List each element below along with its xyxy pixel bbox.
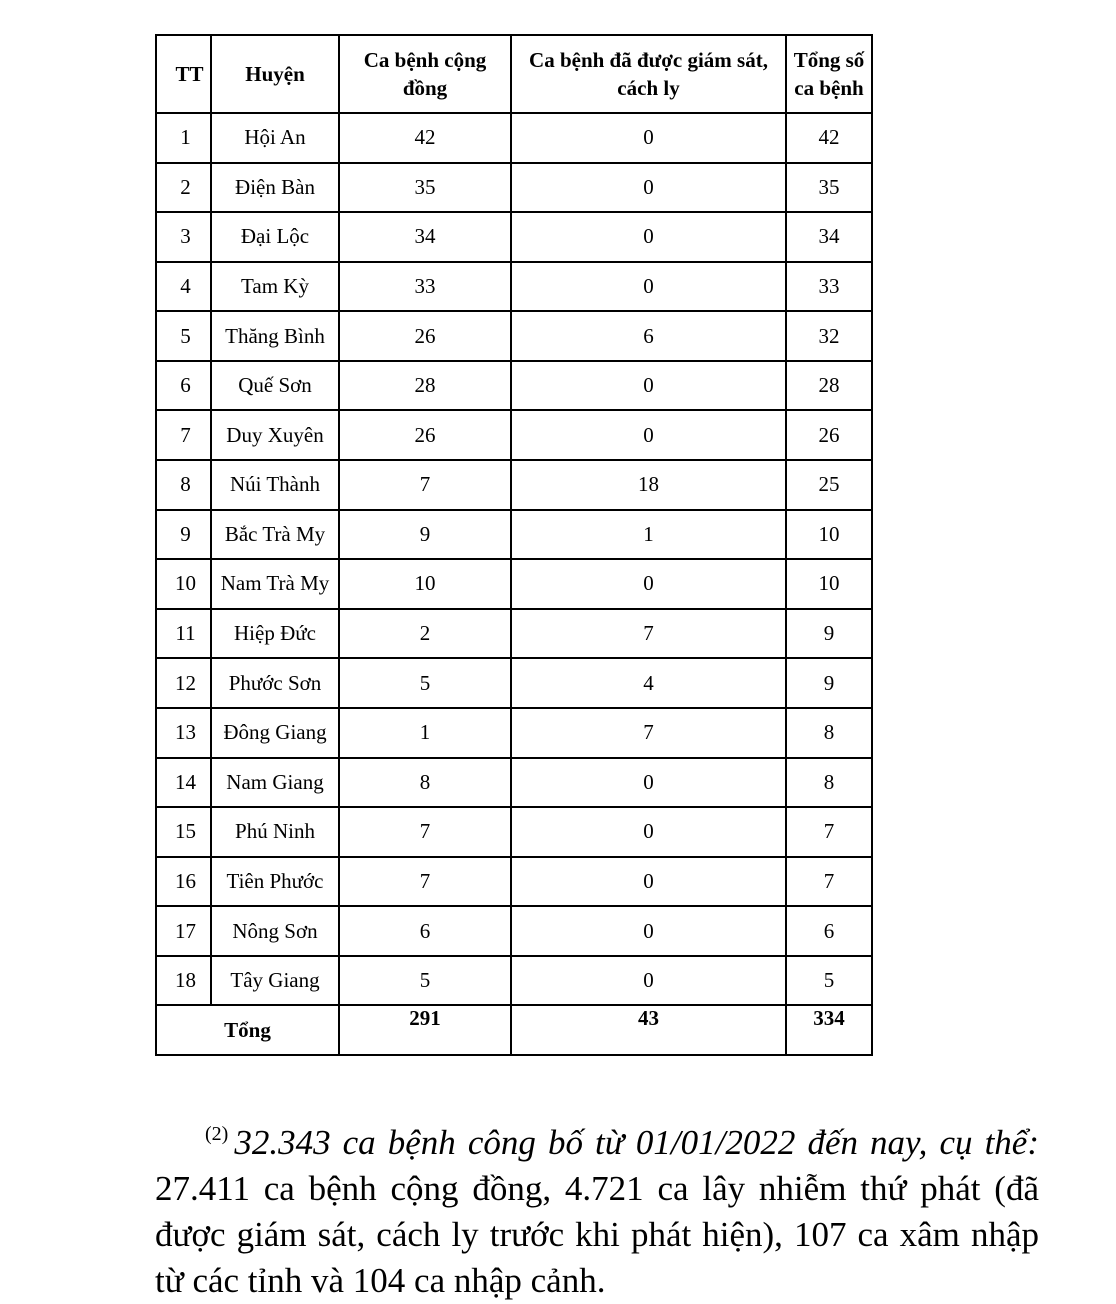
row-giam-sat: 0 [511,113,786,163]
row-tong-so: 7 [786,857,872,907]
row-tong-so: 34 [786,212,872,262]
row-tt [156,311,211,361]
row-giam-sat: 7 [511,609,786,659]
footnote-lead: 32.343 ca bệnh công bố từ 01/01/2022 đến nay, cụ thể: [234,1123,1039,1162]
row-tt-value: 10 [175,571,196,596]
row-tong-so: 9 [786,609,872,659]
table-row [156,758,872,808]
row-tt [156,857,211,907]
row-huyen: Hội An [211,113,339,163]
row-giam-sat: 0 [511,262,786,312]
row-giam-sat: 7 [511,708,786,758]
header-giam-sat: Ca bệnh đã được giám sát, cách ly [511,35,786,113]
table-row [156,559,872,609]
row-tong-so: 35 [786,163,872,213]
row-tt [156,410,211,460]
cases-table [155,34,873,1056]
row-tt [156,758,211,808]
row-tt-value: 3 [180,224,191,249]
row-tt-value: 9 [180,521,191,546]
table-row [156,807,872,857]
row-cong-dong: 5 [339,956,511,1006]
table-row [156,658,872,708]
row-tt-value: 6 [180,373,191,398]
footnote-body: 27.411 ca bệnh cộng đồng, 4.721 ca lây nhiễm thứ phát (đã được giám sát, cách ly trước khi phát hiện), 107 ca xâm nhập từ các tỉnh và 104 ca nhập cảnh. [155,1169,1039,1300]
row-tt [156,361,211,411]
row-tong-so: 26 [786,410,872,460]
total-giam-sat: 43 [511,1005,786,1055]
row-tt [156,460,211,510]
row-cong-dong: 1 [339,708,511,758]
row-tt-value: 5 [180,323,191,348]
row-tt-value: 8 [180,472,191,497]
row-giam-sat: 0 [511,163,786,213]
table-row [156,212,872,262]
row-tt-value: 4 [180,274,191,299]
row-tt-value: 13 [175,720,196,745]
row-tong-so: 10 [786,559,872,609]
row-huyen: Nam Giang [211,758,339,808]
row-huyen: Đại Lộc [211,212,339,262]
row-tt-value: 11 [175,621,196,646]
row-huyen: Hiệp Đức [211,609,339,659]
table-row [156,361,872,411]
table-header-row [156,35,872,113]
table-row [156,460,872,510]
row-tong-so: 8 [786,758,872,808]
row-tong-so: 42 [786,113,872,163]
row-cong-dong: 42 [339,113,511,163]
total-cong-dong: 291 [339,1005,511,1055]
total-tong-so: 334 [786,1005,872,1055]
row-huyen: Nam Trà My [211,559,339,609]
row-cong-dong: 28 [339,361,511,411]
row-cong-dong: 33 [339,262,511,312]
row-cong-dong: 26 [339,311,511,361]
row-cong-dong: 34 [339,212,511,262]
footnote-marker: (2) [205,1123,229,1145]
row-tt [156,807,211,857]
row-giam-sat: 0 [511,807,786,857]
row-huyen: Phước Sơn [211,658,339,708]
row-tt [156,113,211,163]
row-tt-value: 16 [175,868,196,893]
row-tt [156,212,211,262]
row-tt [156,658,211,708]
table-row [156,262,872,312]
row-tt [156,510,211,560]
row-tong-so: 10 [786,510,872,560]
row-tt [156,262,211,312]
row-tt [156,609,211,659]
row-giam-sat: 0 [511,410,786,460]
row-cong-dong: 5 [339,658,511,708]
row-tt [156,559,211,609]
row-tt [156,956,211,1006]
row-tt [156,708,211,758]
row-tong-so: 8 [786,708,872,758]
table-row [156,956,872,1006]
total-label: Tổng [156,1005,339,1055]
row-giam-sat: 6 [511,311,786,361]
row-giam-sat: 0 [511,758,786,808]
row-tong-so: 7 [786,807,872,857]
table-row [156,113,872,163]
row-cong-dong: 10 [339,559,511,609]
table-row [156,311,872,361]
row-cong-dong: 7 [339,807,511,857]
row-cong-dong: 9 [339,510,511,560]
row-cong-dong: 2 [339,609,511,659]
table-row [156,906,872,956]
row-giam-sat: 0 [511,956,786,1006]
row-huyen: Tây Giang [211,956,339,1006]
row-giam-sat: 0 [511,857,786,907]
row-tong-so: 5 [786,956,872,1006]
row-huyen: Thăng Bình [211,311,339,361]
table-row [156,410,872,460]
table-row [156,510,872,560]
row-huyen: Phú Ninh [211,807,339,857]
row-giam-sat: 0 [511,906,786,956]
header-cong-dong: Ca bệnh cộng đồng [339,35,511,113]
row-tt-value: 17 [175,918,196,943]
row-giam-sat: 0 [511,212,786,262]
row-giam-sat: 0 [511,559,786,609]
row-tt-value: 15 [175,819,196,844]
table-row [156,857,872,907]
footnote [155,1111,1039,1304]
row-huyen: Đông Giang [211,708,339,758]
table-total-row [156,1005,872,1055]
row-tt [156,163,211,213]
table-row [156,609,872,659]
row-huyen: Nông Sơn [211,906,339,956]
row-cong-dong: 26 [339,410,511,460]
row-huyen: Bắc Trà My [211,510,339,560]
row-cong-dong: 8 [339,758,511,808]
row-tt-value: 14 [175,769,196,794]
row-giam-sat: 0 [511,361,786,411]
row-tong-so: 28 [786,361,872,411]
row-huyen: Tam Kỳ [211,262,339,312]
table-row [156,163,872,213]
header-tt: TT [156,35,211,113]
row-cong-dong: 35 [339,163,511,213]
row-tong-so: 9 [786,658,872,708]
row-tt-value: 7 [180,422,191,447]
row-huyen: Núi Thành [211,460,339,510]
row-tt-value: 18 [175,968,196,993]
row-tt [156,906,211,956]
row-tong-so: 25 [786,460,872,510]
row-huyen: Điện Bàn [211,163,339,213]
row-tt-value: 2 [180,174,191,199]
row-huyen: Quế Sơn [211,361,339,411]
row-tong-so: 6 [786,906,872,956]
row-huyen: Tiên Phước [211,857,339,907]
row-giam-sat: 4 [511,658,786,708]
row-tt-value: 12 [175,670,196,695]
row-giam-sat: 18 [511,460,786,510]
row-tt-value: 1 [180,125,191,150]
header-huyen: Huyện [211,35,339,113]
row-cong-dong: 7 [339,857,511,907]
row-cong-dong: 6 [339,906,511,956]
row-cong-dong: 7 [339,460,511,510]
row-huyen: Duy Xuyên [211,410,339,460]
header-tong-so: Tổng số ca bệnh [786,35,872,113]
row-tong-so: 33 [786,262,872,312]
row-giam-sat: 1 [511,510,786,560]
row-tong-so: 32 [786,311,872,361]
table-row [156,708,872,758]
